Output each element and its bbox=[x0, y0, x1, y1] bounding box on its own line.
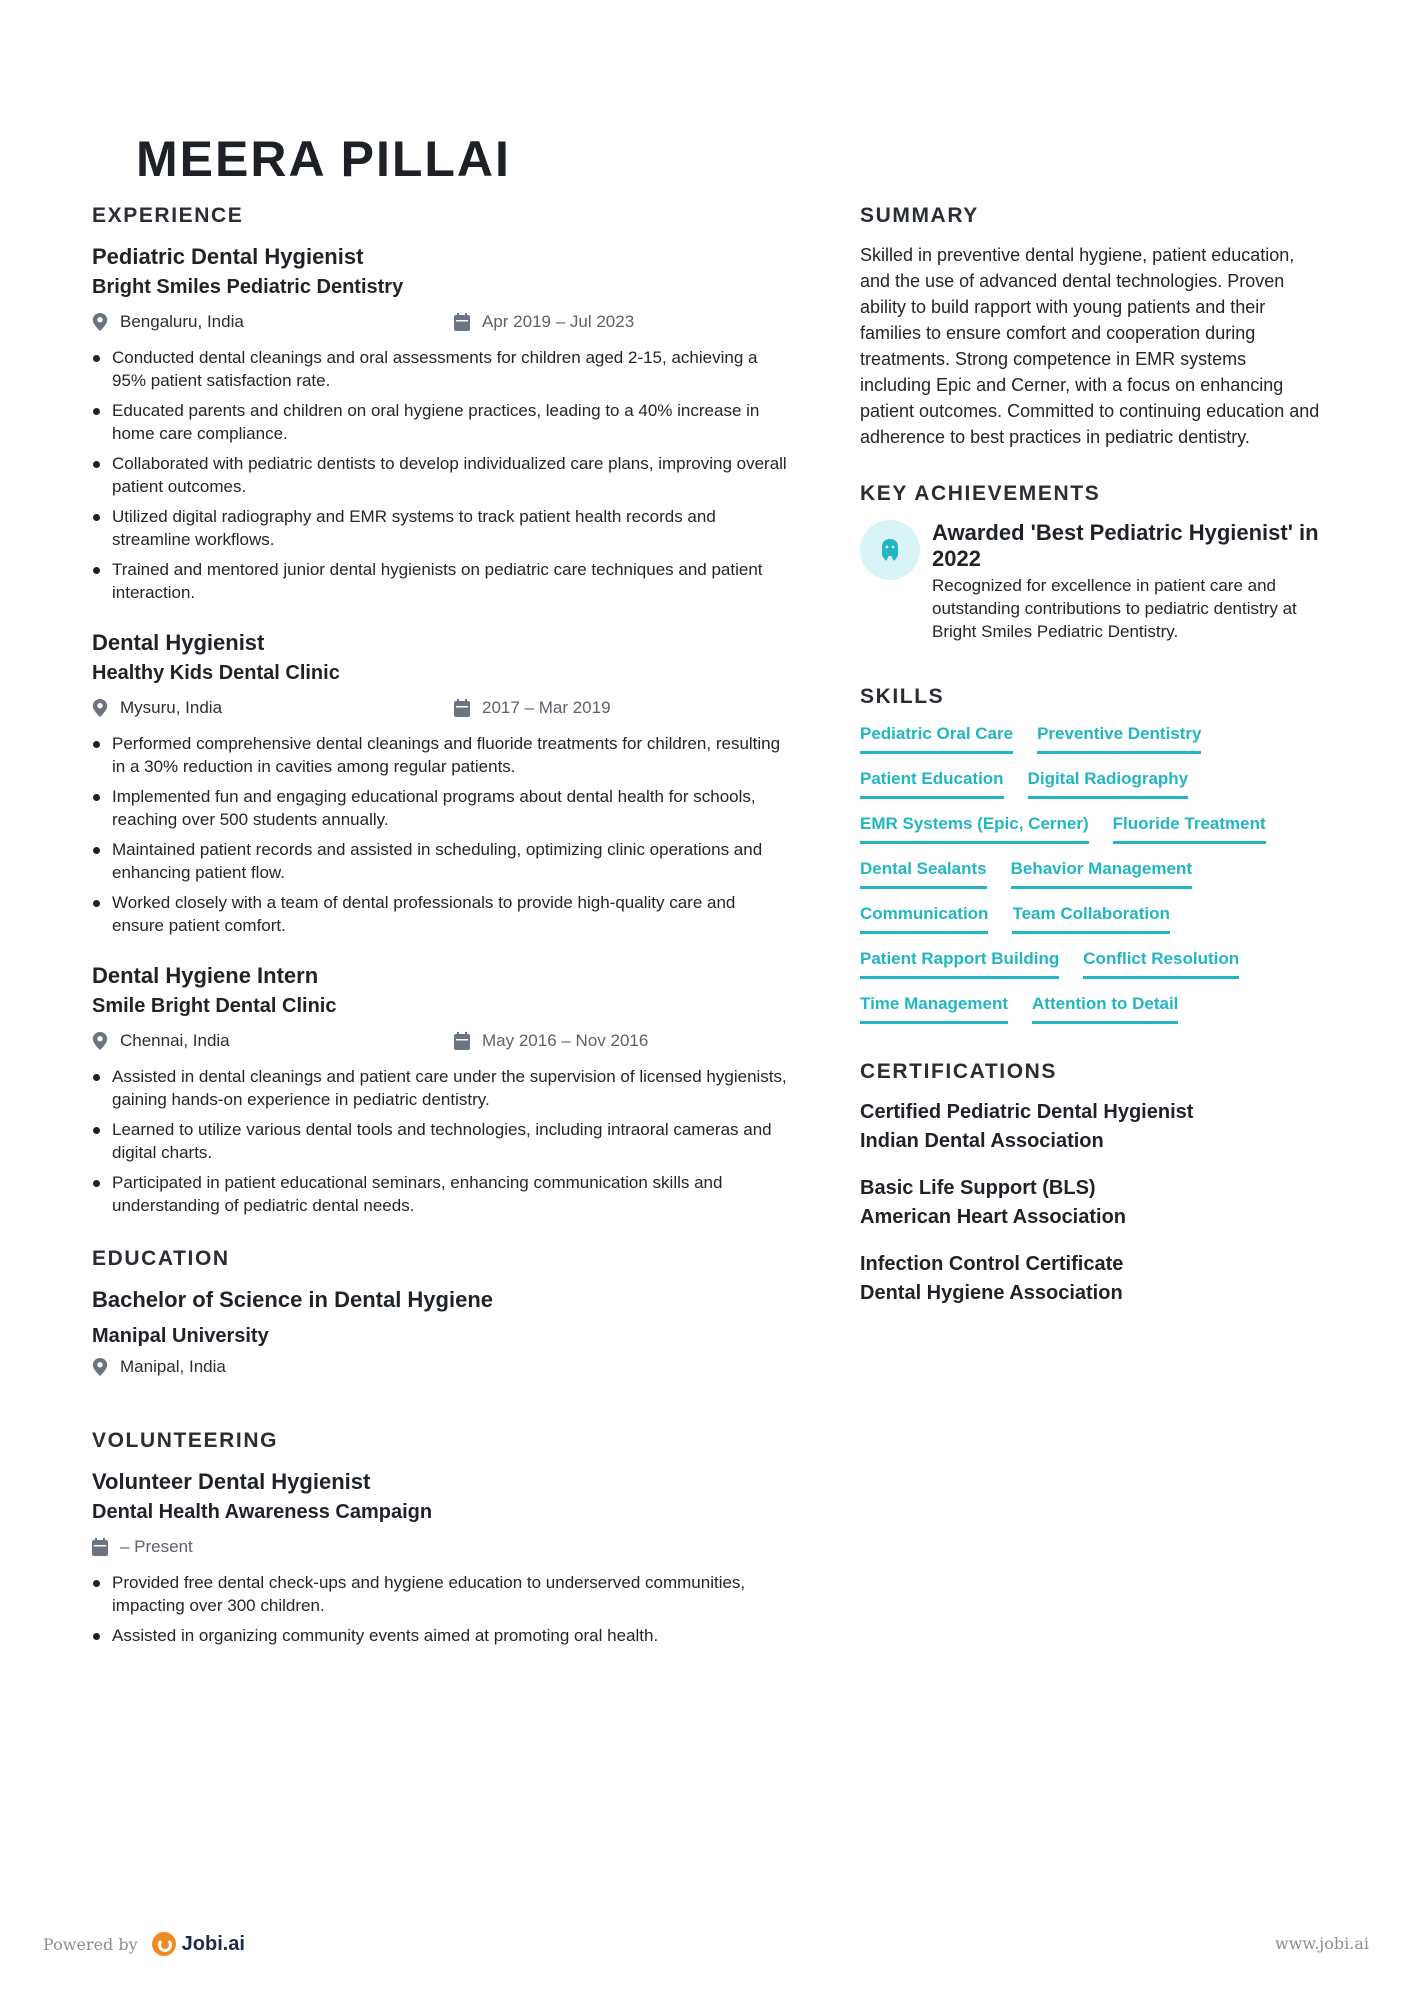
calendar-icon bbox=[454, 1032, 470, 1050]
job-dates bbox=[454, 1031, 648, 1051]
job-meta bbox=[92, 312, 792, 340]
calendar-icon bbox=[92, 1538, 108, 1556]
list-item: Maintained patient records and assisted in scheduling, optimizing clinic operations and enhancing patient flow. bbox=[92, 838, 792, 884]
skill-tag: Patient Rapport Building bbox=[860, 948, 1059, 979]
job-location bbox=[92, 698, 222, 718]
section-title-volunteering: VOLUNTEERING bbox=[92, 1429, 279, 1452]
certification-org: American Heart Association bbox=[860, 1206, 1127, 1228]
summary-text: Skilled in preventive dental hygiene, patient education, and the use of advanced dental technologies. Proven ability to build rapport with young patients and their families to ensure comfort and cooperation during treatments. Strong competence in EMR systems including Epic and Cerner, with a focus on enhancing patient outcomes. Committed to continuing education and adherence to best practices in pediatric dentistry. bbox=[860, 245, 1320, 447]
experience-entry bbox=[92, 242, 792, 604]
skill-tag: Conflict Resolution bbox=[1083, 948, 1239, 979]
calendar-icon bbox=[454, 699, 470, 717]
achievement-item bbox=[860, 520, 1322, 643]
job-bullets bbox=[92, 346, 792, 604]
location-text: Chennai, India bbox=[120, 1031, 230, 1050]
job-company: Smile Bright Dental Clinic bbox=[92, 995, 337, 1017]
job-meta bbox=[92, 1031, 792, 1059]
volunteer-title: Volunteer Dental Hygienist bbox=[92, 1469, 371, 1494]
skill-tag: Preventive Dentistry bbox=[1037, 723, 1201, 754]
education-entry bbox=[92, 1285, 792, 1385]
jobi-logo-icon bbox=[152, 1932, 176, 1956]
certification-name: Basic Life Support (BLS) bbox=[860, 1177, 1096, 1199]
list-item: Educated parents and children on oral hygiene practices, leading to a 40% increase in home care compliance. bbox=[92, 399, 792, 445]
footer-website-link[interactable]: www.jobi.ai bbox=[1275, 1934, 1369, 1953]
list-item: Conducted dental cleanings and oral assessments for children aged 2-15, achieving a 95% patient satisfaction rate. bbox=[92, 346, 792, 392]
certification-org: Indian Dental Association bbox=[860, 1130, 1104, 1152]
education-degree: Bachelor of Science in Dental Hygiene bbox=[92, 1287, 494, 1312]
job-meta bbox=[92, 698, 792, 726]
list-item: Worked closely with a team of dental professionals to provide high-quality care and ensure patient comfort. bbox=[92, 891, 792, 937]
jobi-brand[interactable]: Jobi.ai bbox=[181, 1932, 245, 1955]
skill-tag: Time Management bbox=[860, 993, 1008, 1024]
section-title-skills: SKILLS bbox=[860, 685, 945, 708]
achievement-title: Awarded 'Best Pediatric Hygienist' in 2022 bbox=[932, 520, 1319, 571]
list-item: Performed comprehensive dental cleanings and fluoride treatments for children, resulting in a 30% reduction in cavities among regular patients. bbox=[92, 732, 792, 778]
certification-org: Dental Hygiene Association bbox=[860, 1282, 1123, 1304]
list-item: Provided free dental check-ups and hygiene education to underserved communities, impacting over 300 children. bbox=[92, 1571, 792, 1617]
job-bullets bbox=[92, 1065, 792, 1217]
skill-tag: Pediatric Oral Care bbox=[860, 723, 1013, 754]
location-text: Bengaluru, India bbox=[120, 312, 244, 331]
list-item: Assisted in dental cleanings and patient care under the supervision of licensed hygienists, gaining hands-on experience in pediatric dentistry. bbox=[92, 1065, 792, 1111]
location-pin-icon bbox=[92, 313, 108, 331]
powered-by-text: Powered by bbox=[43, 1934, 138, 1954]
section-title-certifications: CERTIFICATIONS bbox=[860, 1060, 1058, 1083]
experience-entry bbox=[92, 628, 792, 937]
volunteer-bullets bbox=[92, 1571, 792, 1647]
job-company: Healthy Kids Dental Clinic bbox=[92, 662, 340, 684]
section-title-experience: EXPERIENCE bbox=[92, 204, 244, 227]
section-title-summary: SUMMARY bbox=[860, 204, 979, 227]
job-dates bbox=[454, 698, 611, 718]
candidate-name: MEERA PILLAI bbox=[136, 131, 511, 187]
tooth-icon bbox=[880, 538, 900, 562]
volunteer-meta bbox=[92, 1537, 792, 1565]
location-text: Mysuru, India bbox=[120, 698, 223, 717]
job-title: Dental Hygiene Intern bbox=[92, 963, 319, 988]
section-title-education: EDUCATION bbox=[92, 1247, 230, 1270]
list-item: Trained and mentored junior dental hygienists on pediatric care techniques and patient interaction. bbox=[92, 558, 792, 604]
education-meta bbox=[92, 1357, 792, 1385]
experience-entry bbox=[92, 961, 792, 1217]
list-item: Participated in patient educational seminars, enhancing communication skills and understanding of pediatric dental needs. bbox=[92, 1171, 792, 1217]
skill-tag: Digital Radiography bbox=[1028, 768, 1189, 799]
job-bullets bbox=[92, 732, 792, 937]
certification-item bbox=[860, 1174, 1322, 1232]
list-item: Utilized digital radiography and EMR systems to track patient health records and streamline workflows. bbox=[92, 505, 792, 551]
list-item: Learned to utilize various dental tools and technologies, including intraoral cameras and digital charts. bbox=[92, 1118, 792, 1164]
achievement-content bbox=[932, 520, 1322, 643]
date-text: 2017 – Mar 2019 bbox=[482, 698, 611, 717]
left-column bbox=[92, 202, 792, 1671]
education-location bbox=[92, 1357, 226, 1377]
skill-tag: Dental Sealants bbox=[860, 858, 987, 889]
achievement-description: Recognized for excellence in patient care and outstanding contributions to pediatric dentistry at Bright Smiles Pediatric Dentistry. bbox=[932, 576, 1297, 641]
skill-tag: Team Collaboration bbox=[1012, 903, 1169, 934]
skill-tag: Communication bbox=[860, 903, 988, 934]
volunteer-dates bbox=[92, 1537, 193, 1557]
calendar-icon bbox=[454, 313, 470, 331]
certification-item bbox=[860, 1098, 1322, 1156]
list-item: Implemented fun and engaging educational programs about dental health for schools, reaching over 500 students annually. bbox=[92, 785, 792, 831]
job-company: Bright Smiles Pediatric Dentistry bbox=[92, 276, 404, 298]
skill-tag: EMR Systems (Epic, Cerner) bbox=[860, 813, 1089, 844]
skill-tag: Patient Education bbox=[860, 768, 1004, 799]
certification-name: Infection Control Certificate bbox=[860, 1253, 1124, 1275]
location-pin-icon bbox=[92, 1032, 108, 1050]
list-item: Assisted in organizing community events aimed at promoting oral health. bbox=[92, 1624, 792, 1647]
list-item: Collaborated with pediatric dentists to develop individualized care plans, improving overall patient outcomes. bbox=[92, 452, 792, 498]
job-location bbox=[92, 1031, 230, 1051]
date-text: May 2016 – Nov 2016 bbox=[482, 1031, 649, 1050]
date-text: Apr 2019 – Jul 2023 bbox=[482, 312, 635, 331]
job-title: Dental Hygienist bbox=[92, 630, 265, 655]
education-school: Manipal University bbox=[92, 1325, 269, 1347]
volunteering-entry bbox=[92, 1467, 792, 1647]
date-text: – Present bbox=[120, 1537, 193, 1556]
job-title: Pediatric Dental Hygienist bbox=[92, 244, 364, 269]
job-location bbox=[92, 312, 244, 332]
volunteer-organization: Dental Health Awareness Campaign bbox=[92, 1501, 433, 1523]
footer-powered-by bbox=[43, 1932, 245, 1956]
location-pin-icon bbox=[92, 1358, 108, 1376]
skill-tag: Fluoride Treatment bbox=[1113, 813, 1266, 844]
right-column bbox=[860, 202, 1322, 1326]
achievement-badge bbox=[860, 520, 920, 580]
certification-item bbox=[860, 1250, 1322, 1308]
certification-name: Certified Pediatric Dental Hygienist bbox=[860, 1101, 1194, 1123]
job-dates bbox=[454, 312, 634, 332]
location-pin-icon bbox=[92, 699, 108, 717]
section-title-achievements: KEY ACHIEVEMENTS bbox=[860, 482, 1101, 505]
skills-list bbox=[860, 723, 1300, 1024]
location-text: Manipal, India bbox=[120, 1357, 226, 1376]
skill-tag: Behavior Management bbox=[1011, 858, 1192, 889]
skill-tag: Attention to Detail bbox=[1032, 993, 1178, 1024]
